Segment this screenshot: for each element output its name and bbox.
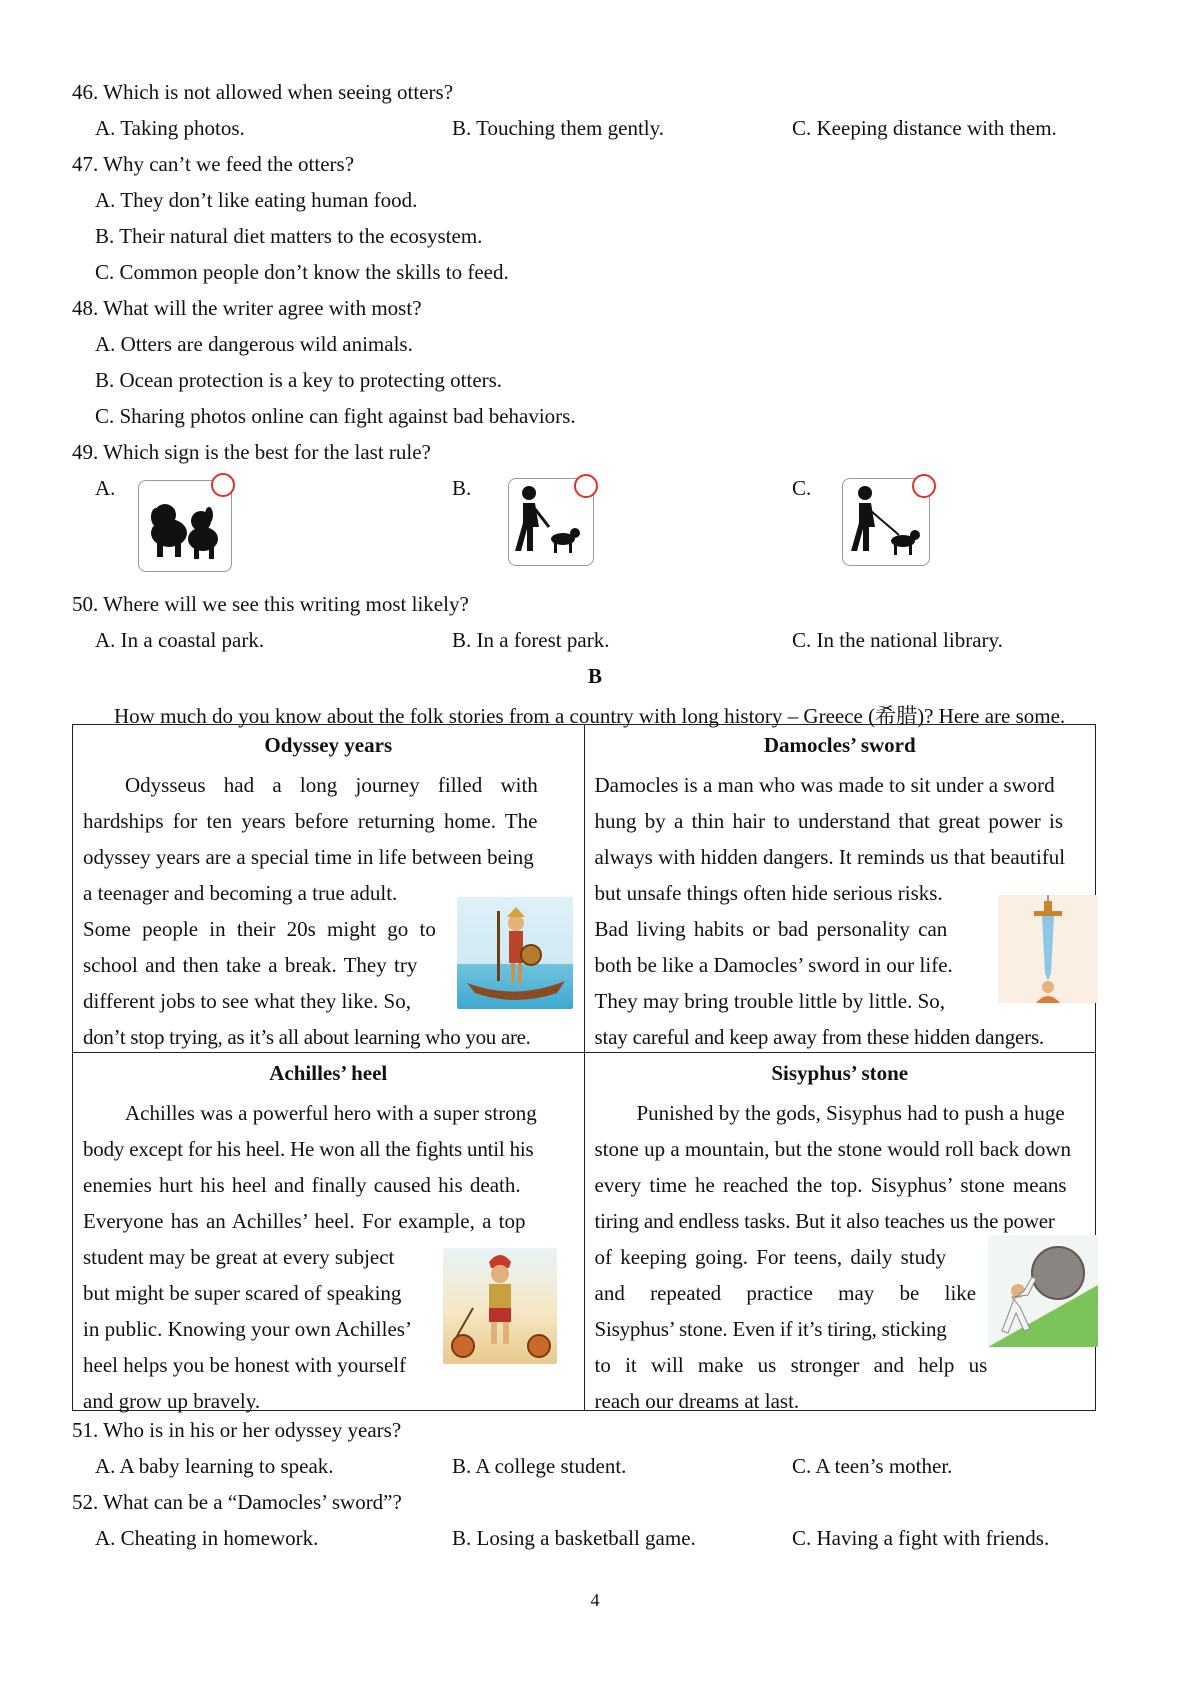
question-48: 48. What will the writer agree with most? [72, 296, 422, 320]
q49-option-a[interactable]: A. [95, 476, 116, 500]
q47-option-a[interactable]: A. They don’t like eating human food. [95, 188, 418, 212]
q51-option-a[interactable]: A. A baby learning to speak. [95, 1454, 334, 1478]
q51-option-c[interactable]: C. A teen’s mother. [792, 1454, 953, 1478]
q49-option-c[interactable]: C. [792, 476, 812, 500]
q46-option-a[interactable]: A. Taking photos. [95, 116, 245, 140]
q50-option-b[interactable]: B. In a forest park. [452, 628, 610, 652]
story-body: Odysseus had a long journey filled with hardships for ten years before returning home. The odyssey years are a special time in life between being a teenager and becoming a true adult. Some people in their 20s might go to school and then take a break. They try different jobs to see what they like. So, don’t stop trying, as it’s all about learning who you are. [83, 773, 538, 1049]
q50-option-c[interactable]: C. In the national library. [792, 628, 1003, 652]
q48-option-a[interactable]: A. Otters are dangerous wild animals. [95, 332, 413, 356]
story-sisyphus [584, 1053, 1096, 1411]
question-46: 46. Which is not allowed when seeing otters? [72, 80, 454, 104]
story-title: Damocles’ sword [763, 733, 916, 757]
story-title: Odyssey years [264, 733, 393, 757]
sword-man-picture [998, 895, 1098, 1003]
story-body: Punished by the gods, Sisyphus had to push a huge stone up a mountain, but the stone would roll back down every time he reached the top. Sisyphus’ stone means tiring and endless tasks. But it also teaches us the power of keeping going. For teens, daily study and repeated practice may be like Sisyphus’ stone. Even if it’s tiring, sticking to it will make us stronger and help us reach our dreams at last. [594, 1101, 1072, 1413]
story-title: Achilles’ heel [269, 1061, 388, 1085]
q47-option-c[interactable]: C. Common people don’t know the skills to feed. [95, 260, 509, 284]
check-icon [912, 474, 936, 498]
question-51: 51. Who is in his or her odyssey years? [72, 1418, 402, 1442]
q49-option-b[interactable]: B. [452, 476, 472, 500]
q51-option-b[interactable]: B. A college student. [452, 1454, 627, 1478]
q46-option-c[interactable]: C. Keeping distance with them. [792, 116, 1057, 140]
sisyphus-stone-picture [988, 1235, 1098, 1347]
question-50: 50. Where will we see this writing most likely? [72, 592, 469, 616]
story-body: Damocles is a man who was made to sit under a sword hung by a thin hair to understand that great power is always with hidden dangers. It reminds us that beautiful but unsafe things often hide serious risks. Bad living habits or bad personality can both be like a Damocles’ sword in our life. They may bring trouble little by little. So, stay careful and keep away from these hidden dangers. [594, 773, 1066, 1049]
q50-option-a[interactable]: A. In a coastal park. [95, 628, 265, 652]
question-47: 47. Why can’t we feed the otters? [72, 152, 355, 176]
section-intro: How much do you know about the folk stories from a country with long history – Greece (希腊)? Here are some. [114, 704, 1066, 728]
story-odyssey [73, 725, 585, 1053]
story-title: Sisyphus’ stone [771, 1061, 909, 1085]
q47-option-b[interactable]: B. Their natural diet matters to the ecosystem. [95, 224, 483, 248]
q52-option-b[interactable]: B. Losing a basketball game. [452, 1526, 696, 1550]
q52-option-c[interactable]: C. Having a fight with friends. [792, 1526, 1050, 1550]
q52-option-a[interactable]: A. Cheating in homework. [95, 1526, 319, 1550]
story-body: Achilles was a powerful hero with a super strong body except for his heel. He won all the fights until his enemies hurt his heel and finally caused his death. Everyone has an Achilles’ heel. For example, a top student may be great at every subject but might be super scared of speaking in public. Knowing your own Achilles’ heel helps you be honest with yourself and grow up bravely. [83, 1101, 537, 1413]
warrior-boat-picture [457, 897, 573, 1009]
q48-option-b[interactable]: B. Ocean protection is a key to protecting otters. [95, 368, 503, 392]
page-number: 4 [590, 1590, 600, 1610]
check-icon [211, 473, 235, 497]
check-icon [574, 474, 598, 498]
question-52: 52. What can be a “Damocles’ sword”? [72, 1490, 402, 1514]
achilles-warrior-picture [443, 1248, 557, 1364]
q48-option-c[interactable]: C. Sharing photos online can fight against bad behaviors. [95, 404, 576, 428]
question-49: 49. Which sign is the best for the last rule? [72, 440, 431, 464]
section-letter: B [587, 664, 602, 688]
story-damocles [584, 725, 1096, 1053]
q46-option-b[interactable]: B. Touching them gently. [452, 116, 665, 140]
story-achilles [73, 1053, 585, 1411]
stories-table [72, 724, 1096, 1411]
